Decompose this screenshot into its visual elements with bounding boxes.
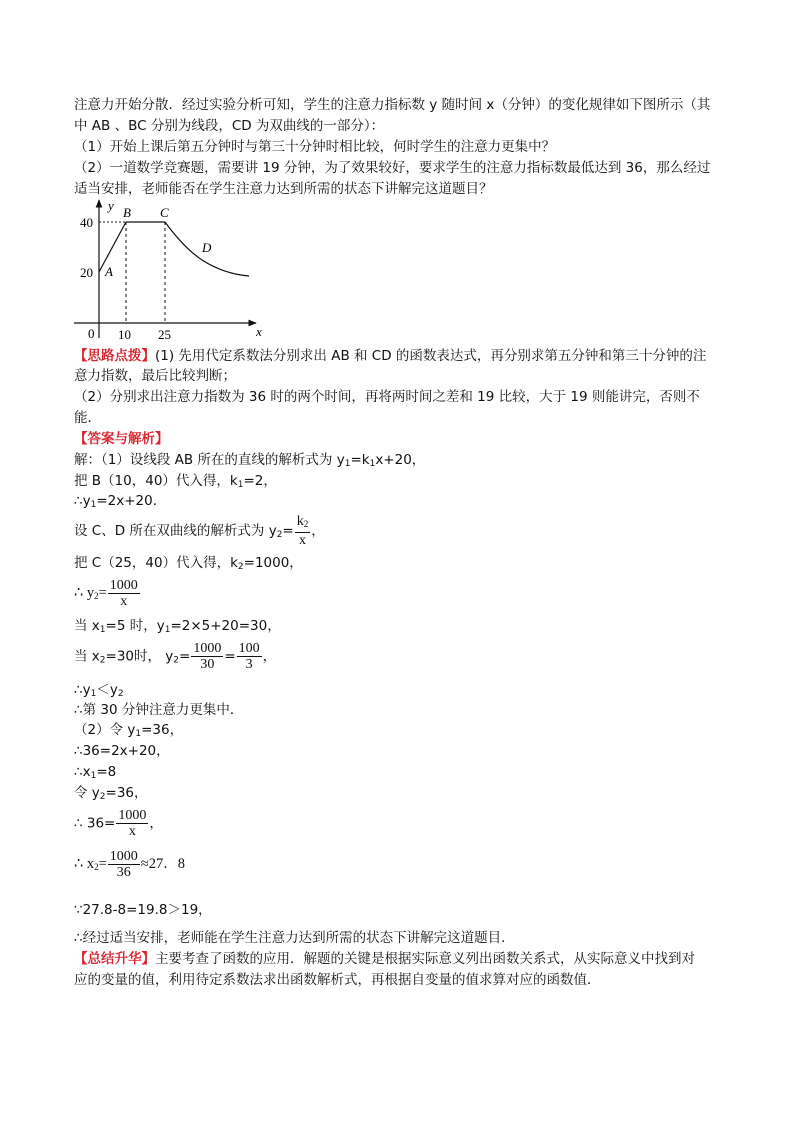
answer-line1: 解：（1）设线段 AB 所在的直线的解析式为 $y_1=k_1x+20$， [74, 452, 426, 469]
problem-intro-line2: 中 AB 、BC 分别为线段，CD 为双曲线的一部分）： [74, 118, 385, 134]
answer-line12: ∴36=2x+20， [74, 743, 170, 759]
answer-line2: 把 B（10，40）代入得，$k_1=2$， [74, 473, 277, 490]
summary-line2: 应的变量的值，利用待定系数法求出函数解析式，再根据自变量的值求算对应的函数值． [74, 972, 601, 988]
problem-intro-line1: 注意力开始分散．经过实验分析可知，学生的注意力指标数 y 随时间 x（分钟）的变化规律如下图所示（其 [74, 97, 711, 113]
point-d-label: D [202, 240, 212, 255]
answer-line11: （2）令 $y_1=36$， [74, 722, 184, 739]
attention-graph [74, 198, 274, 343]
fraction-k2-x: $\frac{k_2}{x}$ [296, 514, 309, 548]
answer-tag: 【答案与解析】 [74, 431, 169, 447]
fraction-1000-30: $\frac{1000}{30}$ [193, 641, 222, 672]
answer-line16: ∴ $x_2=$ $\frac{1000}{36}$ ≈27．8 [74, 849, 186, 880]
question-1: （1）开始上课后第五分钟时与第三十分钟时相比较，何时学生的注意力更集中？ [74, 139, 556, 155]
x-tick-25: 25 [158, 327, 171, 342]
answer-line17: ∵27.8-8=19.8＞19， [74, 902, 212, 918]
x-axis-label: x [256, 324, 262, 339]
answer-line5: 把 C（25，40）代入得，$k_2=1000$， [74, 555, 303, 572]
x-tick-10: 10 [118, 327, 131, 342]
answer-line7: 当 $x_1=5$ 时，$y_1=2\times 5+20=30$， [74, 618, 281, 635]
answer-line3: $\therefore y_1=2x+20$． [74, 493, 167, 510]
answer-line14: 令 $y_2=36$， [74, 785, 148, 802]
summary-line1: 【总结升华】主要考查了函数的应用．解题的关键是根据实际意义列出函数关系式，从实际意义中找到对 [74, 951, 695, 967]
origin-label: 0 [88, 326, 95, 341]
answer-line10: ∴第 30 分钟注意力更集中． [74, 702, 244, 718]
fraction-1000-x-b: $\frac{1000}{x}$ [118, 808, 147, 839]
fraction-1000-36: $\frac{1000}{36}$ [109, 849, 138, 880]
summary-tag: 【总结升华】 [74, 951, 155, 967]
hint-line4: 能． [74, 410, 101, 426]
point-c-label: C [160, 205, 169, 220]
y-tick-20: 20 [80, 265, 93, 280]
y-tick-40: 40 [80, 215, 93, 230]
answer-line6: ∴ $y_2=$ $\frac{1000}{x}$ [74, 578, 138, 609]
answer-line8: 当 $x_2=30$时， $y_2=$ $\frac{1000}{30}$ = $\frac{100}{3}$ ， [74, 641, 277, 672]
hint-line2: 意力指数，最后比较判断； [74, 368, 236, 384]
fraction-1000-x: $\frac{1000}{x}$ [109, 578, 138, 609]
question-2-line1: （2）一道数学竞赛题，需要讲 19 分钟，为了效果较好，要求学生的注意力指标数最低达到 36，那么经过 [74, 160, 711, 176]
hint-line3: （2）分别求出注意力指数为 36 时的两个时间，再将两时间之差和 19 比较，大于 19 则能讲完，否则不 [74, 389, 700, 405]
answer-line13: $\therefore x_1=8$ [74, 764, 117, 781]
hint-line1: 【思路点拨】(1) 先用代定系数法分别求出 AB 和 CD 的函数表达式，再分别求第五分钟和第三十分钟的注 [74, 348, 707, 364]
point-a-label: A [105, 264, 113, 279]
answer-line4: 设 C、D 所在双曲线的解析式为 $y_2=$ $\frac{k_2}{x}$ ， [74, 514, 325, 548]
y-axis-label: y [108, 198, 114, 213]
answer-line9: $\therefore y_1<y_2$ [74, 682, 124, 699]
point-b-label: B [123, 205, 131, 220]
answer-line18: ∴经过适当安排，老师能在学生注意力达到所需的状态下讲解完这道题目． [74, 930, 515, 946]
question-2-line2: 适当安排，老师能否在学生注意力达到所需的状态下讲解完这道题目？ [74, 181, 493, 197]
answer-line15: ∴ 36= $\frac{1000}{x}$ ， [74, 808, 163, 839]
hint-tag: 【思路点拨】 [74, 348, 155, 364]
fraction-100-3: $\frac{100}{3}$ [238, 641, 260, 672]
